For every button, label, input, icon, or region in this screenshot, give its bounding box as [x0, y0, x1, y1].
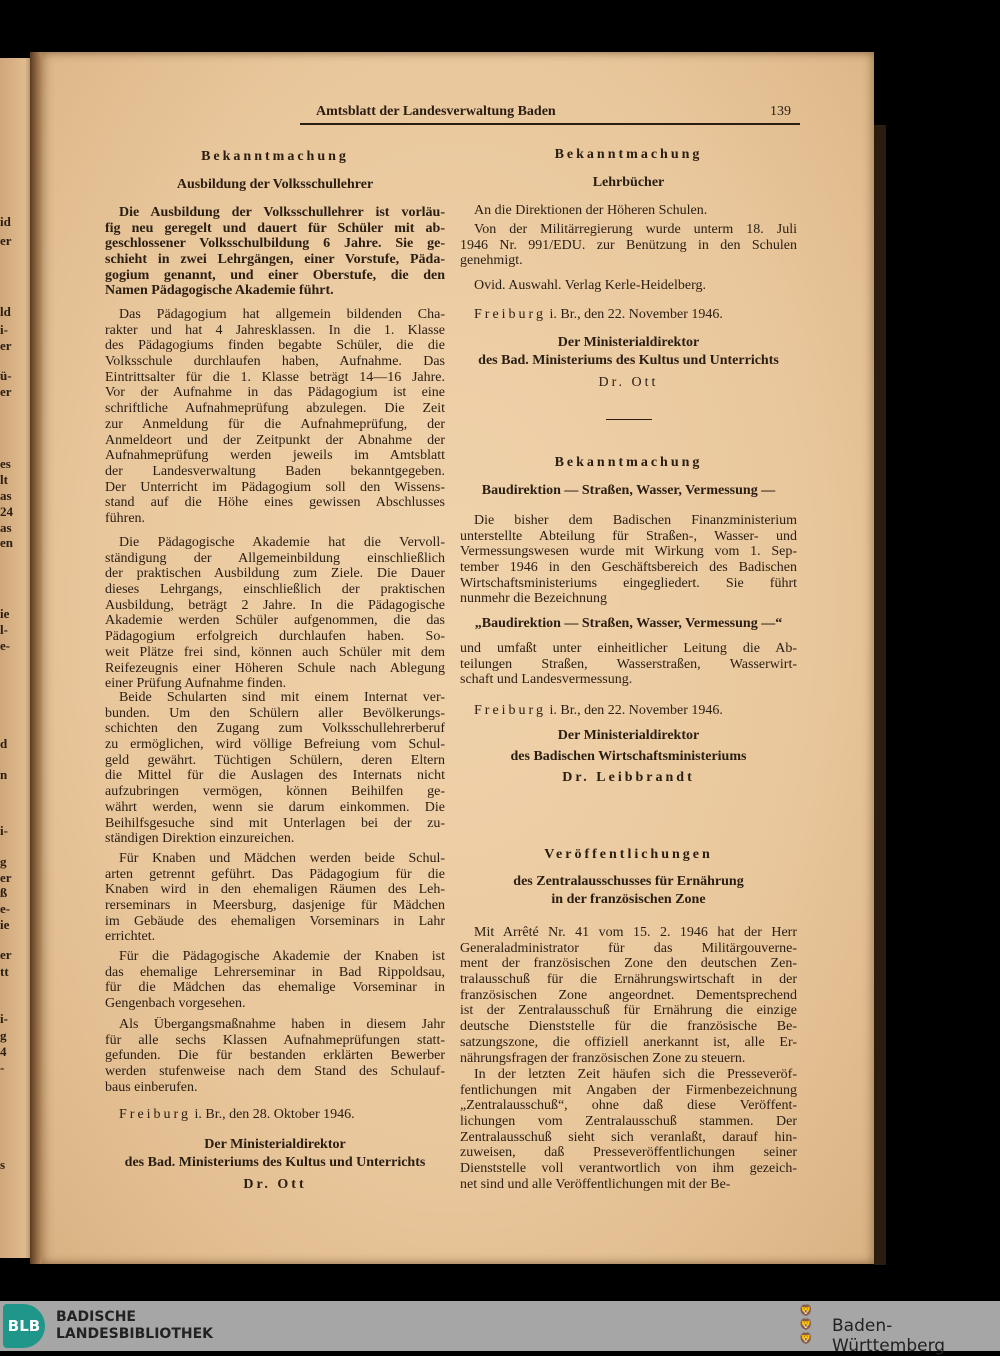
section-subheading: Lehrbücher: [592, 175, 665, 190]
text-line: schieht in zwei Lehrgängen, einer Vorstufe, Päda-: [105, 252, 445, 268]
text-line: lichungen vom Zentralausschuß stammen. Der: [460, 1114, 797, 1130]
text-line: „Zentralausschuß“, ohne daß diese Veröffent-: [460, 1098, 797, 1114]
text-line: einer Prüfung Aufnahme finden.: [105, 676, 287, 692]
signature-line: des Bad. Ministeriums des Kultus und Unterrichts: [478, 353, 779, 368]
section-heading: Veröffentlichungen: [544, 847, 713, 862]
text-line: genehmigt.: [460, 253, 523, 269]
text-line: Ovid. Auswahl. Verlag Kerle-Heidelberg.: [474, 278, 706, 293]
text-line: Ausbildung, beträgt 2 Jahre. In die Pädagogische: [105, 597, 445, 613]
text-line: arten getrennt geführt. Das Pädagogium für die: [105, 866, 445, 882]
left-page-fragment: er: [0, 947, 12, 962]
left-page-fragment: g: [0, 854, 7, 869]
paragraph: [105, 535, 445, 692]
left-page-fragment: 24: [0, 504, 13, 519]
text-line: ständigen Direktion einzureichen.: [105, 831, 295, 847]
text-line: nunmehr die Bezeichnung: [460, 591, 607, 607]
section-heading: Bekanntmachung: [554, 147, 703, 162]
text-line: Die bisher dem Badischen Finanzministerium: [474, 513, 797, 528]
text-line: zu ermöglichen, wird völlige Befreiung vom Schul-: [105, 737, 445, 753]
text-line: und umfaßt unter einheitlicher Leitung die Ab-: [460, 641, 797, 656]
left-page-fragment: ie: [0, 606, 10, 621]
page-edge-shadow: [874, 125, 886, 1265]
paragraph: [105, 307, 445, 527]
text-line: Generaladministrator für das Militärgouverne-: [460, 940, 797, 956]
place-city: Freiburg: [119, 1107, 191, 1122]
text-line: im Gebäude des ehemaligen Vorseminars in Lahr: [105, 913, 445, 929]
text-line: fentlichungen mit Angaben der Firmenbezeichnung: [460, 1082, 797, 1098]
three-lions-icon: 🦁 🦁 🦁: [799, 1304, 813, 1345]
left-page-fragment: i-: [0, 322, 8, 337]
left-page-fragment: -: [0, 1060, 5, 1075]
left-page-fragment: i-: [0, 823, 8, 838]
text-line: französischen Zone angeordnet. Dementsprechend: [460, 987, 797, 1003]
text-line: Vor der Aufnahme in das Pädagogium ist eine: [105, 385, 445, 401]
text-line: Akademie werden Schüler aufgenommen, die das: [105, 613, 445, 629]
text-line: Mit Arrêté Nr. 41 vom 15. 2. 1946 hat der Herr: [474, 925, 797, 940]
text-line: Wirtschaftsministeriums eingegliedert. Sie führt: [460, 575, 797, 591]
paragraph: [105, 949, 445, 1012]
place-date: [460, 703, 797, 719]
signature-line: Der Ministerialdirektor: [557, 335, 700, 350]
place-date: [105, 1107, 445, 1123]
text-line: rakter und hat 4 Jahresklassen. In die 1. Klasse: [105, 322, 445, 338]
text-line: fig neu geregelt und dauert für Schüler mit ab-: [105, 220, 445, 236]
text-line: Zentralausschuß sieht sich veranlaßt, darauf hin-: [460, 1129, 797, 1145]
place-city: Freiburg: [474, 307, 546, 322]
text-line: Knaben wird in den ehemaligen Räumen des Leh-: [105, 882, 445, 898]
library-name-line2: LANDESBIBLIOTHEK: [56, 1326, 214, 1342]
section-heading: Bekanntmachung: [554, 455, 703, 470]
divider-line: [606, 419, 652, 420]
text-line: währt werden, wenn sie darum einkommen. Die: [105, 799, 445, 815]
paragraph: [105, 851, 445, 945]
text-line: Als Übergangsmaßnahme haben in diesem Jahr: [119, 1017, 445, 1032]
text-line: Reifezeugnis einer Höheren Schule nach Ablegung: [105, 660, 445, 676]
date-text: i. Br., den 22. November 1946.: [545, 307, 723, 322]
left-page-fragment: as: [0, 488, 12, 503]
text-line: des Pädagogiums finden begabte Schüler, die die: [105, 338, 445, 354]
signature-line: Der Ministerialdirektor: [557, 728, 700, 743]
text-line: ment der französischen Zone den deutschen Zen-: [460, 956, 797, 972]
text-line: für alle sechs Klassen Aufnahmeprüfungen statt-: [105, 1032, 445, 1048]
text-line: Beihilfsgesuche sind mit Unterlagen bei der zu-: [105, 815, 445, 831]
signature-line: Der Ministerialdirektor: [204, 1137, 346, 1152]
text-line: schriftliche Aufnahmeprüfung abzulegen. Die Zeit: [105, 401, 445, 417]
text-line: 1946 Nr. 991/EDU. zur Benützung in den Schulen: [460, 237, 797, 253]
text-line: rerseminars in Meersburg, dasjenige für Mädchen: [105, 898, 445, 914]
text-line: führen.: [105, 510, 146, 526]
text-line: unterstellte Abteilung für Straßen-, Wasser- und: [460, 528, 797, 544]
text-line: Der Unterricht im Pädagogium soll den Wissens-: [105, 479, 445, 495]
text-line: ständigung der Allgemeinbildung einschließlich: [105, 550, 445, 566]
section-subheading: des Zentralausschusses für Ernährung: [513, 874, 744, 889]
paragraph: [460, 222, 797, 269]
place-date: [460, 307, 797, 323]
text-line: geld gewährt. Tüchtigen Schülern, deren Eltern: [105, 752, 445, 768]
left-page-fragment: as: [0, 520, 12, 535]
text-line: Volksschule durchlaufen haben, Aufnahme. Das: [105, 354, 445, 370]
text-line: geschlossener Volksschulbildung 6 Jahre. Sie ge-: [105, 236, 445, 252]
left-page-fragment: ld: [0, 304, 11, 319]
text-line: An die Direktionen der Höheren Schulen.: [474, 203, 708, 218]
text-line: der praktischen Ausbildung zum Ziele. Die Dauer: [105, 566, 445, 582]
text-line: Gengenbach vorgesehen.: [105, 996, 246, 1012]
paragraph: [105, 1017, 445, 1095]
text-line: nährungsfragen der französischen Zone zu steuern.: [460, 1050, 746, 1066]
text-line: ist der Zentralausschuß für Ernährung die einzige: [460, 1003, 797, 1019]
text-line: deutsche Dienststelle für die französische Be-: [460, 1019, 797, 1035]
text-line: bunden. Um den Schülern aller Bevölkerungs-: [105, 705, 445, 721]
text-line: Beide Schularten sind mit einem Internat ver-: [119, 690, 445, 705]
text-line: teilungen Straßen, Wasserstraßen, Wasserwirt-: [460, 656, 797, 672]
section-subheading: Baudirektion — Straßen, Wasser, Vermessung —: [481, 483, 776, 498]
text-line: Für Knaben und Mädchen werden beide Schul-: [119, 851, 445, 866]
paragraph: [105, 205, 445, 299]
text-line: dieses Lehrgangs, einschließlich der praktischen: [105, 582, 445, 598]
text-line: net sind und alle Veröffentlichungen mit der Be-: [460, 1176, 731, 1192]
left-page-fragment: id: [0, 214, 11, 229]
place-city: Freiburg: [474, 703, 546, 718]
text-line: Pädagogium erfolgreich durchlaufen haben. So-: [105, 629, 445, 645]
section-subheading: in der französischen Zone: [551, 892, 706, 907]
left-page-fragment: e-: [0, 638, 11, 653]
text-line: Vermessungswesen wurde mit Wirkung vom 1. Sep-: [460, 544, 797, 560]
text-line: zur Anmeldung für die Aufnahmeprüfung, der: [105, 416, 445, 432]
left-page-fragment: n: [0, 767, 8, 782]
text-line: Dienststelle voll verantwortlich von ihm gezeich-: [460, 1161, 797, 1177]
text-line: Namen Pädagogische Akademie führt.: [105, 283, 334, 299]
text-line: die Mittel für die Auslagen des Internats nicht: [105, 768, 445, 784]
text-line: tember 1946 in den Geschäftsbereich des Badischen: [460, 560, 797, 576]
left-page-fragment: tt: [0, 964, 9, 979]
text-line: baus einberufen.: [105, 1079, 198, 1095]
footer-bar: [0, 1301, 1000, 1356]
left-page-fragment: ü-: [0, 368, 12, 383]
section-subheading: „Baudirektion — Straßen, Wasser, Vermessung —“: [474, 616, 783, 631]
left-page-fragment: e-: [0, 901, 11, 916]
text-line: tralausschuß für die Ernährungswirtschaft in der: [460, 972, 797, 988]
text-line: zuweisen, daß Presseveröffentlichungen seiner: [460, 1145, 797, 1161]
left-page-fragment: en: [0, 535, 13, 550]
left-page-fragment: ie: [0, 917, 10, 932]
text-line: Das Pädagogium hat allgemein bildenden Cha-: [119, 307, 445, 322]
paragraph: [460, 513, 797, 607]
left-page-fragment: i-: [0, 1011, 8, 1026]
text-line: für die Mädchen das ehemalige Vorseminar in: [105, 980, 445, 996]
text-line: aufzubringen vermögen, können Beihilfen ge-: [105, 784, 445, 800]
date-text: i. Br., den 22. November 1946.: [545, 703, 723, 718]
left-page-fragment: er: [0, 384, 12, 399]
text-line: der Landesverwaltung Baden bekanntgegeben.: [105, 463, 445, 479]
signature-line: des Bad. Ministeriums des Kultus und Unterrichts: [124, 1155, 426, 1170]
page-number: 139: [770, 104, 791, 119]
text-line: weit Plätze frei sind, können auch Schüler mit dem: [105, 644, 445, 660]
left-page-fragment: d: [0, 736, 8, 751]
signature-line: des Badischen Wirtschaftsministeriums: [510, 749, 747, 764]
signature-line: Dr. Leibbrandt: [562, 770, 695, 785]
left-page-fragment: g: [0, 1028, 7, 1043]
paragraph: [460, 1067, 797, 1193]
text-line: errichtet.: [105, 929, 156, 945]
paragraph: [105, 690, 445, 847]
signature-line: Dr. Ott: [598, 375, 659, 390]
text-line: Die Ausbildung der Volksschullehrer ist vorläu-: [119, 205, 445, 220]
paragraph: [460, 203, 797, 219]
left-page-fragment: ß: [0, 885, 8, 900]
left-page-fragment: es: [0, 456, 11, 471]
left-page-fragment: er: [0, 233, 12, 248]
text-line: schichten den Zugang zum Volksschullehrerberuf: [105, 721, 445, 737]
state-name[interactable]: Baden-Württemberg: [832, 1316, 946, 1356]
blb-logo[interactable]: BLB: [3, 1304, 45, 1348]
date-text: i. Br., den 28. Oktober 1946.: [190, 1107, 355, 1122]
section-divider: [460, 419, 797, 420]
text-line: Für die Pädagogische Akademie der Knaben ist: [119, 949, 445, 964]
library-name-line1: BADISCHE: [56, 1309, 136, 1325]
library-name[interactable]: [56, 1309, 213, 1343]
left-page-fragment: l-: [0, 622, 8, 637]
paragraph: [460, 925, 797, 1066]
left-page-fragment: 4: [0, 1044, 7, 1059]
paragraph: [460, 278, 797, 294]
text-line: schaft und Landesvermessung.: [460, 672, 633, 688]
text-line: Anmeldeort und der Zeitpunkt der Abnahme der: [105, 432, 445, 448]
text-line: das ehemalige Lehrerseminar in Bad Rippoldsau,: [105, 964, 445, 980]
text-line: satzungszone, die offiziell anerkannt ist, alle Er-: [460, 1034, 797, 1050]
text-line: stand auf die Höhe eines gewissen Abschlusses: [105, 495, 445, 511]
running-header-title: Amtsblatt der Landesverwaltung Baden: [316, 104, 556, 119]
text-line: gefunden. Die für bestanden erklärten Bewerber: [105, 1048, 445, 1064]
header-rule: [300, 123, 800, 125]
text-line: werden stufenweise nach dem Stand des Schulauf-: [105, 1064, 445, 1080]
text-line: gogium genannt, und einer Oberstufe, die den: [105, 267, 445, 283]
left-page-fragment: s: [0, 1157, 6, 1172]
signature-line: Dr. Ott: [243, 1177, 307, 1192]
text-line: Die Pädagogische Akademie hat die Vervoll-: [119, 535, 445, 550]
book-spine: [30, 52, 42, 1264]
left-page-fragment: lt: [0, 472, 8, 487]
text-line: Von der Militärregierung wurde unterm 18. Juli: [474, 222, 797, 237]
paragraph: [460, 641, 797, 688]
section-heading: Bekanntmachung: [201, 149, 349, 164]
text-line: In der letzten Zeit häufen sich die Presseveröf-: [474, 1067, 797, 1082]
left-page-fragment: er: [0, 338, 12, 353]
section-subheading: Ausbildung der Volksschullehrer: [176, 177, 374, 192]
text-line: Aufnahmeprüfung werden jeweils im Amtsblatt: [105, 448, 445, 464]
text-line: Eintrittsalter für die 1. Klasse beträgt 14—16 Jahre.: [105, 369, 445, 385]
left-page-fragment: er: [0, 870, 12, 885]
